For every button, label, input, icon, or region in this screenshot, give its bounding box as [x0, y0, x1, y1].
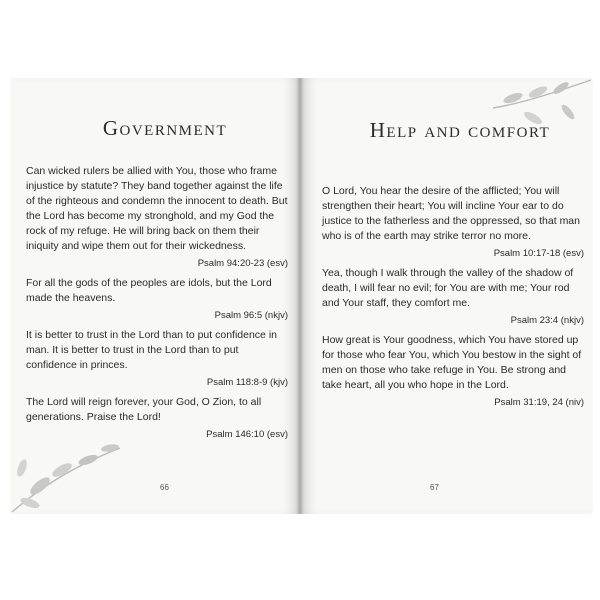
verse-block: [322, 184, 584, 261]
verse-reference: Psalm 23:4 (nkjv): [510, 315, 584, 326]
verse-reference: Psalm 146:10 (esv): [206, 429, 288, 440]
verse-text: How great is Your goodness, which You have stored up for those who fear You, which You bestow in the sight of men on those who take refuge in You. Be strong and take heart, all you who hope in the Lord.: [322, 334, 582, 391]
page-title: Government: [102, 116, 228, 140]
right-page: [300, 78, 593, 514]
verse-block: [26, 395, 288, 442]
verse-text: It is better to trust in the Lord than to put confidence in man. It is better to trust in the Lord than to put confidence in princes.: [26, 329, 277, 371]
verse-text: For all the gods of the peoples are idols, but the Lord made the heavens.: [26, 277, 272, 304]
page-title: Help and comfort: [369, 118, 551, 142]
verse-reference: Psalm 31:19, 24 (niv): [494, 397, 584, 408]
verse-reference: Psalm 96:5 (nkjv): [214, 310, 288, 321]
verse-reference: Psalm 10:17-18 (esv): [493, 248, 584, 259]
verse-list: [322, 184, 584, 415]
verse-reference: Psalm 118:8-9 (kjv): [206, 377, 288, 388]
verse-reference: Psalm 94:20-23 (esv): [197, 258, 288, 269]
verse-block: [26, 328, 288, 390]
open-book: [10, 78, 593, 514]
verse-text: Can wicked rulers be allied with You, those who frame injustice by statute? They band together against the life of the righteous and condemn the innocent to death. But the Lord has become my stronghold, and my God the rock of my refuge. He will bring back on them their iniquity and wipe them out for their wickedness.: [26, 165, 288, 252]
left-page: [10, 78, 300, 514]
verse-text: O Lord, You hear the desire of the afflicted; You will strengthen their heart; You will incline Your ear to do justice to the fatherless and the oppressed, so that man who is of the earth may strike terror no more.: [322, 185, 580, 242]
page-number: 67: [430, 483, 439, 492]
page-number: 66: [160, 483, 169, 492]
verse-text: The Lord will reign forever, your God, O Zion, to all generations. Praise the Lord!: [26, 396, 262, 423]
verse-block: [322, 333, 584, 410]
verse-block: [26, 276, 288, 323]
book-spine: [296, 78, 304, 514]
verse-block: [322, 266, 584, 328]
verse-block: [26, 164, 288, 271]
verse-text: Yea, though I walk through the valley of the shadow of death, I will fear no evil; for You are with me; Your rod and Your staff, they comfort me.: [322, 267, 574, 309]
verse-list: [26, 164, 288, 447]
